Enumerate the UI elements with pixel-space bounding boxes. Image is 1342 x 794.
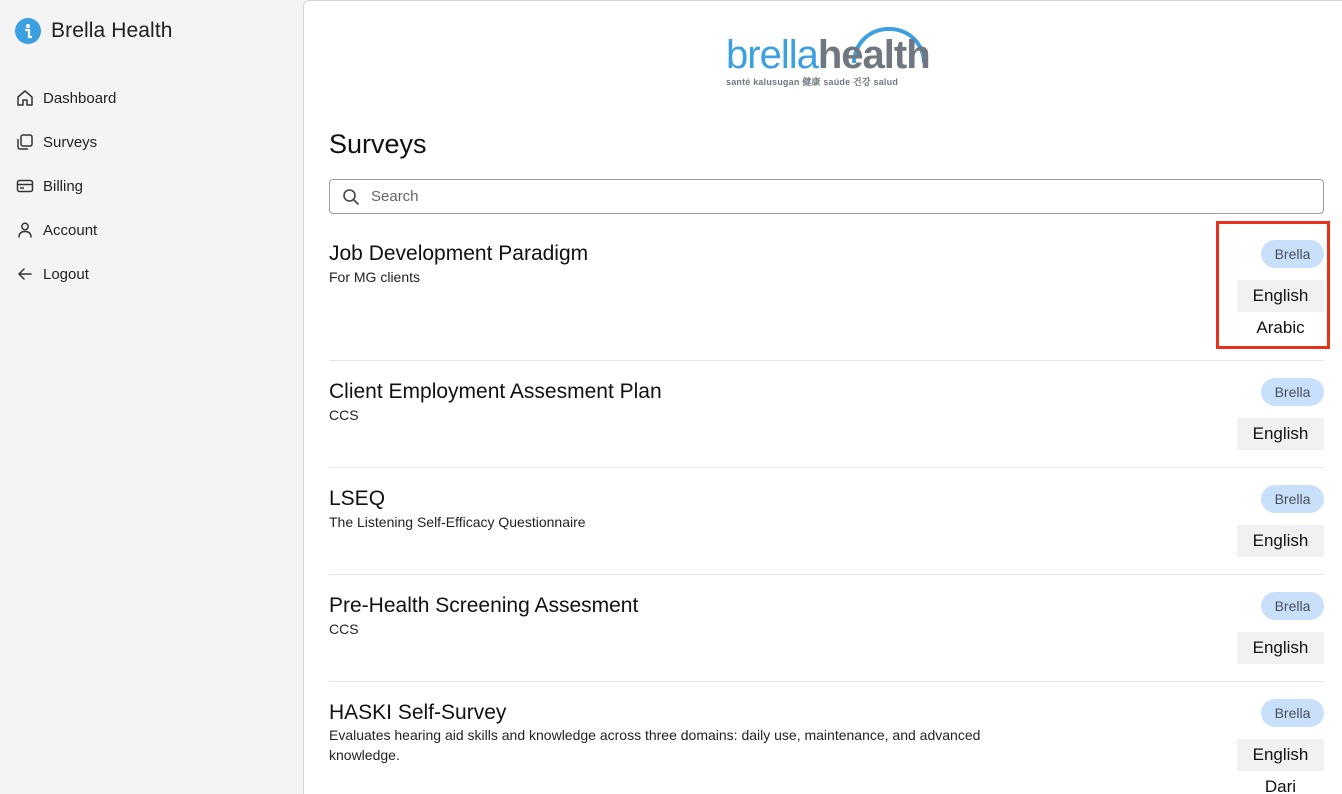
sidebar-item-logout[interactable] [16, 260, 286, 288]
survey-title[interactable]: LSEQ [329, 487, 386, 510]
language-english[interactable]: English [1237, 739, 1324, 771]
page-title: Surveys [329, 129, 427, 159]
sidebar-item-billing[interactable] [16, 172, 286, 200]
sidebar-item-dashboard[interactable] [16, 84, 286, 112]
sidebar-item-label: Surveys [43, 133, 98, 151]
sidebar-item-surveys[interactable] [16, 128, 286, 156]
survey-title[interactable]: Client Employment Assesment Plan [329, 380, 662, 403]
survey-item[interactable] [329, 361, 1324, 468]
survey-description: Evaluates hearing aid skills and knowledge across three domains: daily use, maintenance, and advanced knowledge. [329, 727, 981, 763]
owner-badge: Brella [1261, 699, 1324, 727]
survey-item[interactable] [329, 575, 1324, 682]
sidebar-item-label: Billing [43, 177, 84, 195]
credit-card-icon [16, 177, 34, 195]
survey-description: CCS [329, 621, 359, 637]
survey-description: For MG clients [329, 269, 421, 285]
logo-wordmark: brellahealth [726, 33, 930, 77]
language-arabic[interactable]: Arabic [1256, 318, 1305, 337]
owner-badge: Brella [1261, 240, 1324, 268]
language-english[interactable]: English [1237, 632, 1324, 664]
owner-badge: Brella [1261, 378, 1324, 406]
user-icon [16, 221, 34, 239]
search-bar[interactable] [329, 179, 1324, 214]
survey-description: CCS [329, 407, 359, 423]
survey-list [329, 231, 1324, 794]
survey-item[interactable] [329, 468, 1324, 575]
sidebar-item-label: Account [43, 221, 98, 239]
survey-description: The Listening Self-Efficacy Questionnaire [329, 514, 586, 530]
language-english[interactable]: English [1237, 280, 1324, 312]
brella-logo-icon [15, 18, 41, 44]
sidebar-item-label: Logout [43, 265, 89, 283]
brella-health-logo [724, 27, 934, 89]
search-input[interactable] [369, 187, 1273, 206]
logo-languages: santé kalusugan 健康 saúde 건강 salud [726, 77, 899, 87]
survey-title[interactable]: Pre-Health Screening Assesment [329, 594, 639, 617]
home-icon [16, 89, 34, 107]
language-english[interactable]: English [1237, 525, 1324, 557]
survey-title[interactable]: HASKI Self-Survey [329, 701, 507, 724]
survey-item[interactable] [329, 682, 1324, 794]
arrow-left-icon [16, 265, 34, 283]
survey-title[interactable]: Job Development Paradigm [329, 242, 589, 265]
main-panel [303, 0, 1342, 794]
brand-name: Brella Health [51, 19, 173, 42]
search-icon [342, 188, 360, 206]
language-dari[interactable]: Dari [1264, 777, 1297, 794]
language-english[interactable]: English [1237, 418, 1324, 450]
sidebar-item-label: Dashboard [43, 89, 117, 107]
sidebar-item-account[interactable] [16, 216, 286, 244]
owner-badge: Brella [1261, 592, 1324, 620]
sidebar [0, 0, 303, 794]
documents-icon [16, 133, 34, 151]
brand[interactable] [15, 17, 173, 45]
survey-item[interactable] [329, 231, 1324, 361]
owner-badge: Brella [1261, 485, 1324, 513]
sidebar-nav [16, 84, 286, 304]
